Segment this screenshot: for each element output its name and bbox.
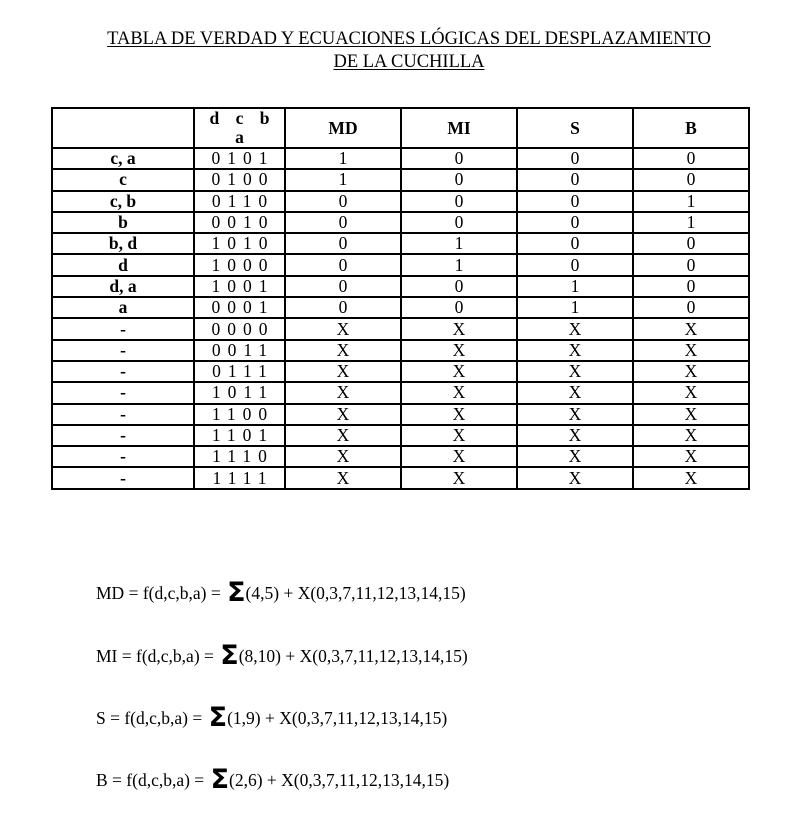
header-cell-mi: MI [401, 108, 517, 148]
mi-output-cell: X [401, 446, 517, 467]
md-output-cell: 0 [285, 233, 401, 254]
md-output-cell: X [285, 467, 401, 488]
table-row [52, 340, 749, 361]
table-row [52, 233, 749, 254]
row-label-cell: c, a [52, 148, 194, 169]
md-output-cell: 0 [285, 212, 401, 233]
row-label-cell: - [52, 318, 194, 339]
title-text: DE LA CUCHILLA [333, 52, 485, 72]
header-cell-s: S [517, 108, 633, 148]
input-bits-cell: 1010 [194, 233, 285, 254]
input-bits-cell: 0001 [194, 297, 285, 318]
md-output-cell: 0 [285, 276, 401, 297]
md-output-cell: X [285, 361, 401, 382]
md-output-cell: X [285, 340, 401, 361]
header-cell-inputs: d c b a [194, 108, 285, 148]
input-bits-cell: 0101 [194, 148, 285, 169]
equation-rhs: (8,10) + X(0,3,7,11,12,13,14,15) [238, 646, 468, 666]
b-output-cell: 0 [633, 254, 749, 275]
row-label-cell: c, b [52, 191, 194, 212]
s-output-cell: 1 [517, 297, 633, 318]
input-bits-cell: 1011 [194, 382, 285, 403]
truth-table [51, 107, 750, 490]
b-output-cell: X [633, 340, 749, 361]
table-row [52, 254, 749, 275]
s-output-cell: X [517, 361, 633, 382]
row-label-cell: b [52, 212, 194, 233]
md-output-cell: 0 [285, 297, 401, 318]
input-bits-cell: 0110 [194, 191, 285, 212]
s-output-cell: X [517, 425, 633, 446]
b-output-cell: 0 [633, 297, 749, 318]
mi-output-cell: 0 [401, 169, 517, 190]
row-label-cell: c [52, 169, 194, 190]
md-output-cell: 1 [285, 169, 401, 190]
input-bits-cell: 1111 [194, 467, 285, 488]
input-bits-cell: 1110 [194, 446, 285, 467]
mi-output-cell: X [401, 340, 517, 361]
input-bits-cell: 0100 [194, 169, 285, 190]
s-output-cell: X [517, 318, 633, 339]
mi-output-cell: 0 [401, 191, 517, 212]
mi-output-cell: X [401, 318, 517, 339]
s-output-cell: 0 [517, 148, 633, 169]
mi-output-cell: 1 [401, 233, 517, 254]
sigma-symbol: Σ [227, 577, 246, 608]
mi-output-cell: 0 [401, 276, 517, 297]
mi-output-cell: X [401, 467, 517, 488]
equation-md [96, 578, 466, 608]
b-output-cell: X [633, 467, 749, 488]
md-output-cell: X [285, 425, 401, 446]
s-output-cell: 0 [517, 212, 633, 233]
input-bits-cell: 1100 [194, 404, 285, 425]
equation-lhs: MI = f(d,c,b,a) = [96, 646, 219, 666]
s-output-cell: X [517, 404, 633, 425]
equation-rhs: (2,6) + X(0,3,7,11,12,13,14,15) [229, 770, 450, 790]
input-bits-cell: 1101 [194, 425, 285, 446]
equation-rhs: (4,5) + X(0,3,7,11,12,13,14,15) [245, 583, 466, 603]
title-text: TABLA DE VERDAD Y ECUACIONES LÓGICAS DEL DESPLAZAMIENTO [107, 29, 711, 49]
table-row [52, 467, 749, 488]
row-label-cell: a [52, 297, 194, 318]
equation-lhs: MD = f(d,c,b,a) = [96, 583, 226, 603]
table-row [52, 169, 749, 190]
md-output-cell: X [285, 382, 401, 403]
input-bits-cell: 0010 [194, 212, 285, 233]
mi-output-cell: X [401, 361, 517, 382]
table-row [52, 297, 749, 318]
row-label-cell: b, d [52, 233, 194, 254]
b-output-cell: 0 [633, 148, 749, 169]
sigma-symbol: Σ [220, 640, 239, 671]
table-row [52, 404, 749, 425]
b-output-cell: 1 [633, 212, 749, 233]
md-output-cell: X [285, 446, 401, 467]
s-output-cell: 0 [517, 233, 633, 254]
equation-s [96, 703, 447, 733]
row-label-cell: d [52, 254, 194, 275]
table-header-row [52, 108, 749, 148]
md-output-cell: 0 [285, 254, 401, 275]
b-output-cell: X [633, 425, 749, 446]
sigma-symbol: Σ [210, 764, 230, 795]
document-title-line-2 [0, 51, 798, 74]
b-output-cell: X [633, 318, 749, 339]
table-row [52, 425, 749, 446]
sigma-symbol: Σ [208, 702, 228, 733]
table-row [52, 361, 749, 382]
document-title-line-1 [0, 28, 798, 51]
table-row [52, 446, 749, 467]
s-output-cell: X [517, 446, 633, 467]
equation-lhs: B = f(d,c,b,a) = [96, 770, 209, 790]
b-output-cell: 1 [633, 191, 749, 212]
table-row [52, 148, 749, 169]
input-bits-cell: 0111 [194, 361, 285, 382]
header-cell-empty [52, 108, 194, 148]
row-label-cell: - [52, 425, 194, 446]
input-bits-cell: 0000 [194, 318, 285, 339]
mi-output-cell: 0 [401, 212, 517, 233]
s-output-cell: 0 [517, 169, 633, 190]
header-cell-md: MD [285, 108, 401, 148]
row-label-cell: - [52, 361, 194, 382]
equation-b [96, 765, 449, 795]
row-label-cell: - [52, 382, 194, 403]
input-bits-cell: 1001 [194, 276, 285, 297]
md-output-cell: X [285, 404, 401, 425]
s-output-cell: 1 [517, 276, 633, 297]
md-output-cell: 0 [285, 191, 401, 212]
input-bits-cell: 1000 [194, 254, 285, 275]
b-output-cell: 0 [633, 276, 749, 297]
row-label-cell: - [52, 340, 194, 361]
mi-output-cell: X [401, 425, 517, 446]
table-row [52, 382, 749, 403]
table-row [52, 276, 749, 297]
row-label-cell: - [52, 404, 194, 425]
table-body [52, 148, 749, 489]
equation-rhs: (1,9) + X(0,3,7,11,12,13,14,15) [227, 708, 448, 728]
mi-output-cell: 1 [401, 254, 517, 275]
s-output-cell: X [517, 340, 633, 361]
b-output-cell: X [633, 382, 749, 403]
mi-output-cell: X [401, 382, 517, 403]
header-cell-b: B [633, 108, 749, 148]
b-output-cell: X [633, 361, 749, 382]
table-row [52, 318, 749, 339]
mi-output-cell: 0 [401, 148, 517, 169]
mi-output-cell: X [401, 404, 517, 425]
row-label-cell: d, a [52, 276, 194, 297]
b-output-cell: 0 [633, 169, 749, 190]
table-row [52, 212, 749, 233]
b-output-cell: 0 [633, 233, 749, 254]
s-output-cell: X [517, 382, 633, 403]
b-output-cell: X [633, 404, 749, 425]
equation-lhs: S = f(d,c,b,a) = [96, 708, 207, 728]
s-output-cell: 0 [517, 254, 633, 275]
equation-mi [96, 641, 468, 671]
md-output-cell: X [285, 318, 401, 339]
input-bits-cell: 0011 [194, 340, 285, 361]
row-label-cell: - [52, 446, 194, 467]
mi-output-cell: 0 [401, 297, 517, 318]
md-output-cell: 1 [285, 148, 401, 169]
table-row [52, 191, 749, 212]
row-label-cell: - [52, 467, 194, 488]
s-output-cell: X [517, 467, 633, 488]
s-output-cell: 0 [517, 191, 633, 212]
b-output-cell: X [633, 446, 749, 467]
